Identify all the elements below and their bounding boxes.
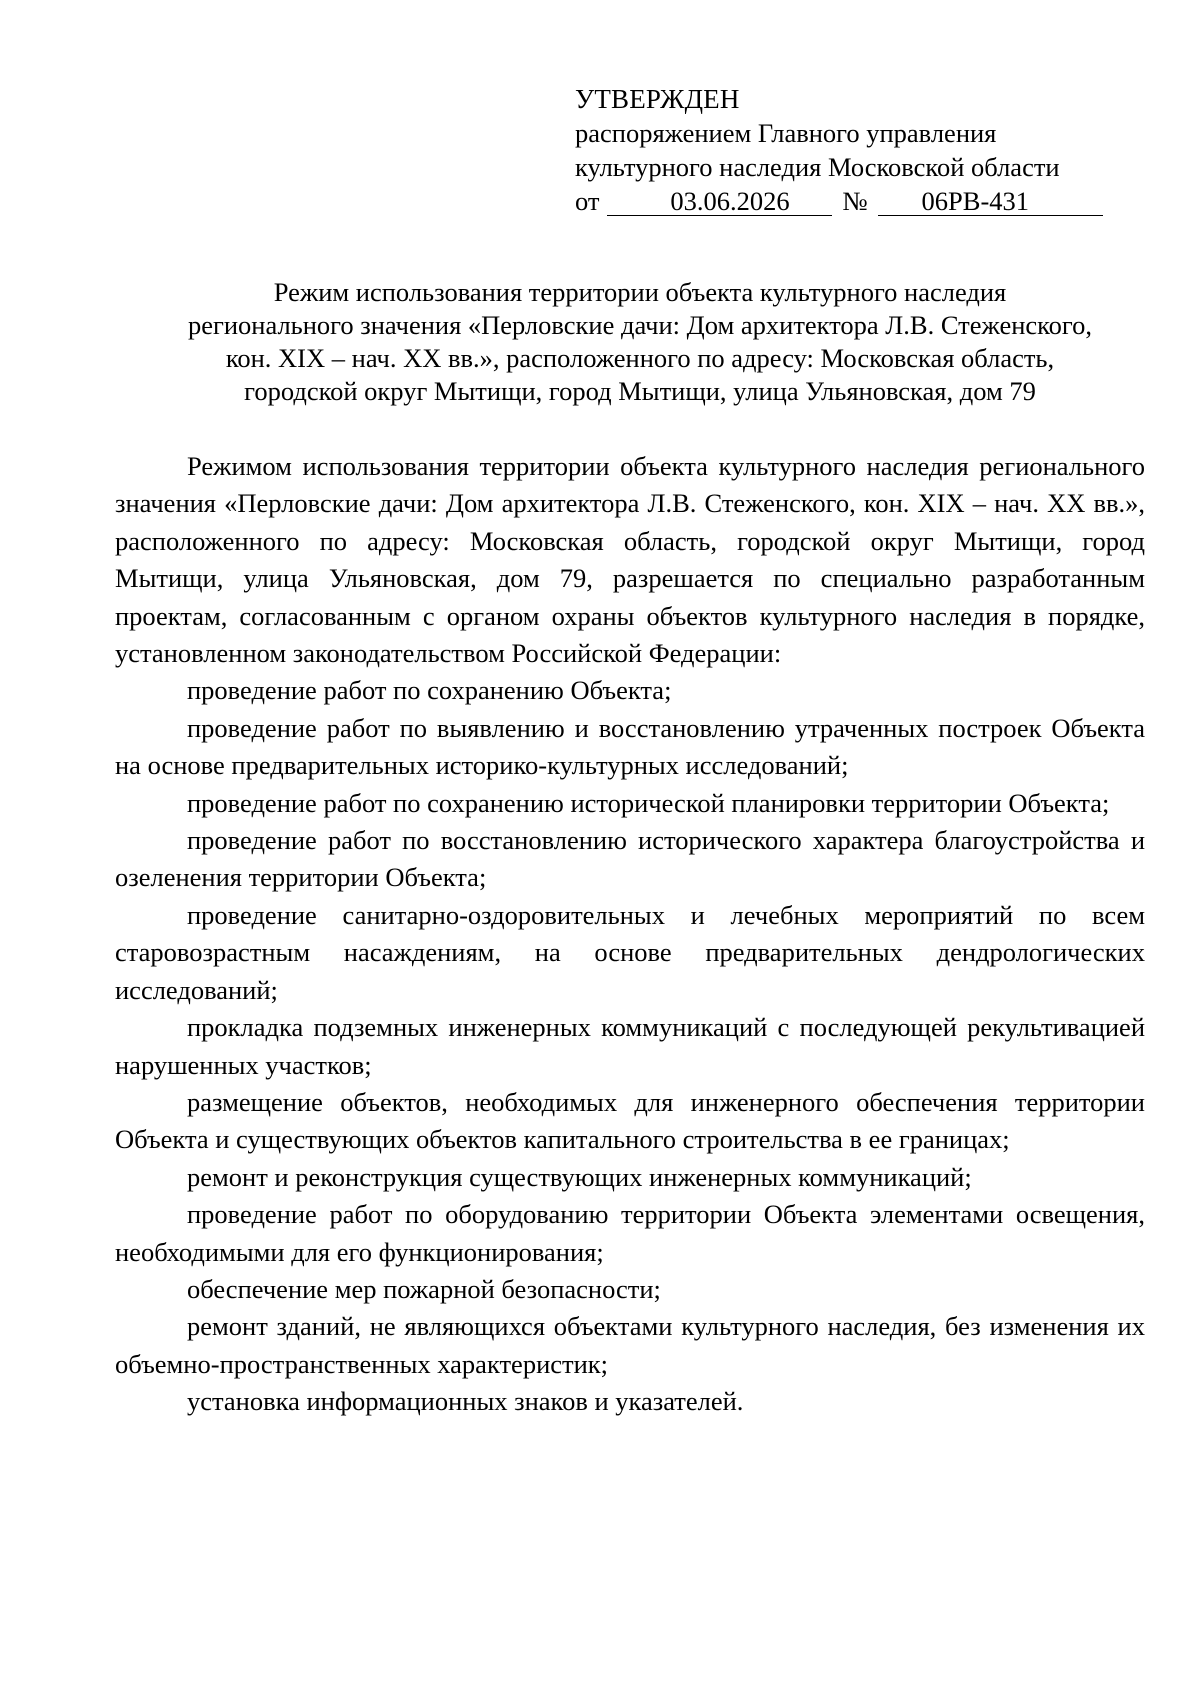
approval-stamp: УТВЕРЖДЕН	[575, 84, 740, 114]
document-title	[100, 276, 1180, 408]
number-sign: №	[842, 186, 868, 216]
approval-issuer-line-1: распоряжением Главного управления	[575, 118, 997, 148]
title-line-3: кон. XIX – нач. XX вв.», расположенного по адресу: Московская область,	[225, 343, 1055, 373]
approval-date-number-line	[575, 184, 1115, 218]
list-item: ремонт и реконструкция существующих инженерных коммуникаций;	[187, 1161, 972, 1192]
list-item: обеспечение мер пожарной безопасности;	[187, 1273, 661, 1304]
from-label: от	[575, 186, 600, 216]
list-item: установка информационных знаков и указателей.	[187, 1386, 744, 1417]
list-item: проведение работ по восстановлению исторического характера благоустройства и озеленения территории Объекта;	[115, 825, 1145, 893]
document-body	[115, 448, 1145, 1421]
list-item: размещение объектов, необходимых для инженерного обеспечения территории Объекта и существующих объектов капитального строительства в ее границах;	[115, 1086, 1145, 1155]
list-item: ремонт зданий, не являющихся объектами культурного наследия, без изменения их объемно-пространственных характеристик;	[115, 1311, 1145, 1379]
approval-block	[575, 82, 1115, 218]
list-item: прокладка подземных инженерных коммуникаций с последующей рекультивацией нарушенных участков;	[115, 1012, 1145, 1080]
list-item: проведение работ по сохранению исторической планировки территории Объекта;	[187, 787, 1110, 818]
list-item: проведение работ по сохранению Объекта;	[187, 675, 672, 706]
title-line-4: городской округ Мытищи, город Мытищи, улица Ульяновская, дом 79	[244, 376, 1036, 406]
title-line-2: регионального значения «Перловские дачи: Дом архитектора Л.В. Стеженского,	[187, 310, 1093, 340]
approval-number: 06РВ-431	[878, 187, 1103, 216]
title-line-1: Режим использования территории объекта культурного наследия	[273, 277, 1007, 307]
list-item: проведение работ по оборудованию территории Объекта элементами освещения, необходимыми для его функционирования;	[115, 1199, 1145, 1267]
approval-date: 03.06.2026	[607, 187, 832, 216]
intro-paragraph: Режимом использования территории объекта культурного наследия регионального значения «Перловские дачи: Дом архитектора Л.В. Стеженского, кон. XIX – нач. XX вв.», расположенного по адресу: Московская область, городской округ Мытищи, город Мытищи, улица Ульяновская, дом 79, разрешается по специально разработанным проектам, согласованным с органом охраны объектов культурного наследия в порядке, установленном законодательством Российской Федерации:	[115, 451, 1145, 669]
approval-issuer-line-2: культурного наследия Московской области	[575, 152, 1060, 182]
list-item: проведение санитарно-оздоровительных и лечебных мероприятий по всем старовозрастным насаждениям, на основе предварительных дендрологических исследований;	[115, 899, 1145, 1005]
list-item: проведение работ по выявлению и восстановлению утраченных построек Объекта на основе предварительных историко-культурных исследований;	[115, 712, 1145, 781]
